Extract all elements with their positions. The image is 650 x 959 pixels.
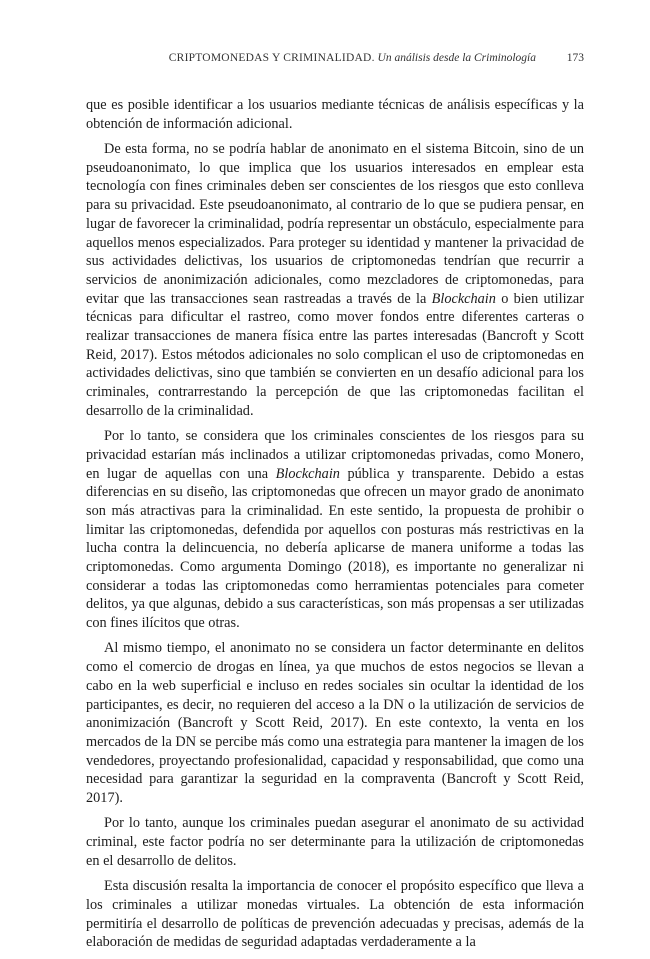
text-run: o bien utilizar técnicas para dificultar el rastreo, como mover fondos entre diferentes carteras o realizar transacciones de manera física entre las partes interesadas (Bancroft y Scott Reid, 2017). Estos métodos adicionales no solo complican el uso de criptomonedas en actividades delictivas, sino que también se convierten en un desafío adicional para los criminales, contrarrestando la percepción de que las criptomonedas facilitan el desarrollo de la criminalidad. [86,290,584,419]
text-run: que es posible identificar a los usuarios mediante técnicas de análisis específicas y la obtención de información adicional. [86,97,584,132]
running-title [169,52,536,64]
paragraph [86,639,584,807]
running-title-main: CRIPTOMONEDAS Y CRIMINALIDAD. [168,52,375,64]
running-header [86,52,584,68]
text-run: Por lo tanto, se considera que los criminales conscientes de los riesgos para su privacidad estarían más inclinados a utilizar criptomonedas privadas, como Monero, en lugar de aquellas con una [86,428,584,482]
paragraph [86,814,584,870]
page-number: 173 [566,52,584,64]
paragraph [86,140,584,421]
italic-term: Blockchain [275,465,340,482]
text-run: Al mismo tiempo, el anonimato no se considera un factor determinante en delitos como el comercio de drogas en línea, ya que muchos de estos negocios se llevan a cabo en la web superficial e incluso en redes sociales sin ocultar la identidad de los participantes, es decir, no requieren del acceso a la DN o la utilización de servicios de anonimización (Bancroft y Scott Reid, 2017). En este contexto, la venta en los mercados de la DN se percibe más como una estrategia para mantener la imagen de los vendedores, proyectando profesionalidad, capacidad y responsabilidad, que como una necesidad para garantizar la seguridad en la compraventa (Bancroft y Scott Reid, 2017). [86,640,584,807]
italic-term: Blockchain [431,290,496,307]
text-run: De esta forma, no se podría hablar de anonimato en el sistema Bitcoin, sino de un pseudoanonimato, lo que implica que los usuarios interesados en emplear esta tecnología con fines criminales deben ser conscientes de los riesgos que esto conlleva para su privacidad. Este pseudoanonimato, al contrario de lo que se pudiera pensar, en lugar de favorecer la criminalidad, podría representar un obstáculo, especialmente para aquellos menos especializados. Para proteger su identidad y mantener la privacidad de sus actividades delictivas, los usuarios de criptomonedas tendrían que recurrir a servicios de anonimización adicionales, como mezcladores de criptomonedas, para evitar que las transacciones sean rastreadas a través de la [86,141,584,307]
text-run: Por lo tanto, aunque los criminales puedan asegurar el anonimato de su actividad criminal, este factor podría no ser determinante para la utilización de criptomonedas en el desarrollo de delitos. [86,815,584,869]
body-text [86,96,584,959]
paragraph [86,427,584,633]
text-run: Esta discusión resalta la importancia de conocer el propósito específico que lleva a los criminales a utilizar monedas virtuales. La obtención de esta información permitiría el desarrollo de políticas de prevención adecuadas y precisas, además de la elaboración de medidas de seguridad adaptadas verdaderamente a la [86,878,584,951]
running-title-subtitle: Un análisis desde la Criminología [377,52,536,64]
paragraph [86,877,584,952]
paragraph-continued [86,96,584,133]
text-run: pública y transparente. Debido a estas diferencias en su diseño, las criptomonedas que ofrecen un mayor grado de anonimato son más atractivas para la criminalidad. En este sentido, la propuesta de prohibir o limitar las criptomonedas, defendida por aquellos con posturas más restrictivas en la lucha contra la delincuencia, no debería aplicarse de manera uniforme a todas las criptomonedas. Como argumenta Domingo (2018), es importante no generalizar ni considerar a todas las criptomonedas como herramientas potenciales para cometer delitos, ya que algunas, debido a sus características, son más propensas a ser utilizadas con fines ilícitos que otras. [86,465,584,632]
